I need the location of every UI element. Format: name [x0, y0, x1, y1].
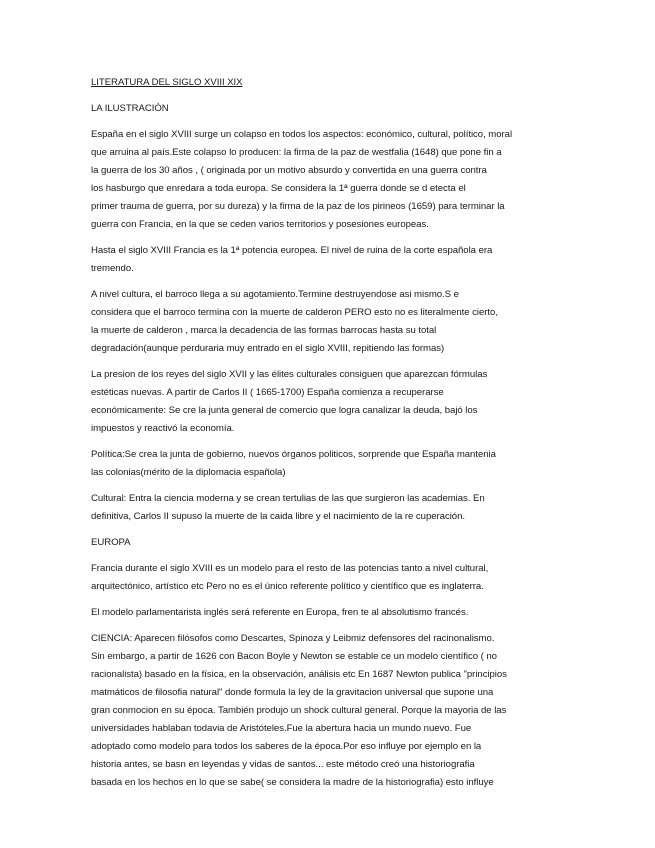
text-line: universidades hablaban todavia de Aristóteles.Fue la abertura hacia un mundo nuevo. Fue — [91, 723, 472, 734]
text-line: matmáticos de filosofia natural" donde formula la ley de la gravitacion universal que supone una — [91, 687, 494, 698]
text-line: Sin embargo, a partir de 1626 con Bacon Boyle y Newton se estable ce un modelo científico ( no — [91, 651, 497, 662]
text-line: Política:Se crea la junta de gobierno, nuevos órganos politicos, sorprende que España mantenia — [91, 449, 496, 460]
ilustracion-paragraph — [91, 126, 577, 234]
text-line: los hasburgo que enredara a toda europa. Se considera la 1ª guerra donde se d etecta el — [91, 183, 466, 194]
text-line: las colonias(mérito de la diplomacia española) — [91, 467, 286, 478]
text-line: Cultural: Entra la ciencia moderna y se crean tertulias de las que surgieron las academias. En — [91, 493, 485, 504]
ilustracion-paragraph — [91, 366, 577, 438]
text-line: CIENCIA: Aparecen filósofos como Descartes, Spinoza y Leibmiz defensores del racinonalismo. — [91, 633, 495, 644]
document-title — [91, 74, 577, 92]
section-heading-ilustracion: LA ILUSTRACIÓN — [91, 103, 169, 114]
ilustracion-paragraph — [91, 242, 577, 278]
text-line: degradación(aunque perduraria muy entrado en el siglo XVIII, repitiendo las formas) — [91, 343, 445, 354]
europa-paragraph — [91, 560, 577, 596]
europa-paragraph — [91, 604, 577, 622]
text-line: arquitectónico, artístico etc Pero no es el único referente político y científico que es inglaterra. — [91, 581, 484, 592]
text-line: historia antes, se basn en leyendas y vidas de santos... este método creó una historiografia — [91, 759, 475, 770]
text-line: guerra con Francia, en la que se ceden varios territorios y posesiones europeas. — [91, 219, 429, 230]
text-line: La presion de los reyes del siglo XVII y las élites culturales consiguen que aparezcan fórmulas — [91, 369, 488, 380]
text-line: tremendo. — [91, 263, 134, 274]
text-line: gran conmocion en su época. También produjo un shock cultural general. Porque la mayoria de las — [91, 705, 507, 716]
document-body — [91, 74, 577, 800]
text-line: racionalista) basado en la física, en la observación, análisis etc En 1687 Newton publica "principios — [91, 669, 507, 680]
title-text: LITERATURA DEL SIGLO XVIII XIX — [91, 77, 243, 88]
text-line: la guerra de los 30 años , ( originada por un motivo absurdo y convertida en una guerra contra — [91, 165, 487, 176]
text-line: considera que el barroco termina con la muerte de calderon PERO esto no es literalmente cierto, — [91, 307, 498, 318]
text-line: Francia durante el siglo XVIII es un modelo para el resto de las potencias tanto a nivel cultural, — [91, 563, 489, 574]
europa-paragraphs — [91, 560, 577, 792]
text-line: Hasta el siglo XVIII Francia es la 1ª potencia europea. El nivel de ruina de la corte española era — [91, 245, 493, 256]
text-line: que arruina al país.Este colapso lo producen: la firma de la paz de westfalia (1648) que pone fin a — [91, 147, 502, 158]
text-line: definitiva, Carlos II supuso la muerte de la caida libre y el nacimiento de la re cuperación. — [91, 511, 465, 522]
ilustracion-paragraph — [91, 286, 577, 358]
text-line: estéticas nuevas. A partir de Carlos II ( 1665-1700) España comienza a recuperarse — [91, 387, 444, 398]
section-heading-europa: EUROPA — [91, 537, 131, 548]
europa-paragraph — [91, 630, 577, 792]
text-line: A nivel cultura, el barroco llega a su agotamiento.Termine destruyendose asi mismo.S e — [91, 289, 459, 300]
text-line: basada en los hechos en lo que se sabe( se considera la madre de la historiografia) esto influye — [91, 777, 494, 788]
text-line: la muerte de calderon , marca la decadencia de las formas barrocas hasta su total — [91, 325, 437, 336]
text-line: El modelo parlamentarista inglés será referente en Europa, fren te al absolutismo francés. — [91, 607, 469, 618]
text-line: adoptado como modelo para todos los saberes de la época.Por eso influye por ejemplo en la — [91, 741, 482, 752]
ilustracion-paragraph — [91, 490, 577, 526]
text-line: primer trauma de guerra, por su dureza) y la firma de la paz de los pirineos (1659) para terminar la — [91, 201, 505, 212]
text-line: impuestos y reactivó la economía. — [91, 423, 235, 434]
text-line: económicamente: Se cre la junta general de comercio que logra canalizar la deuda, bajó los — [91, 405, 478, 416]
text-line: España en el siglo XVIII surge un colapso en todos los aspectos: económico, cultural, político, moral — [91, 129, 513, 140]
ilustracion-paragraphs — [91, 126, 577, 526]
ilustracion-paragraph — [91, 446, 577, 482]
